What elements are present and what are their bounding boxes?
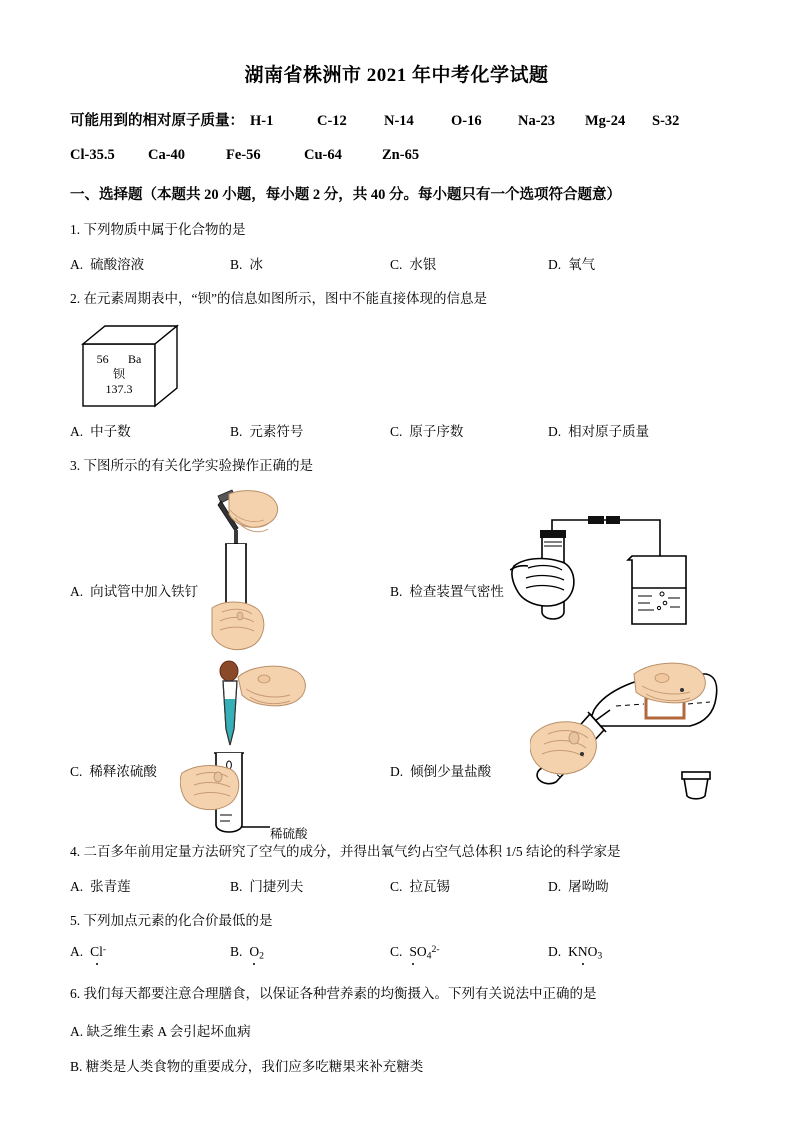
option-text: 拉瓦锡 [409, 879, 450, 894]
formula-tail: O [587, 944, 598, 960]
option-mark: C. [390, 944, 403, 960]
element-chinese-name: 钡 [112, 367, 125, 381]
atomic-mass-na: Na-23 [518, 113, 556, 129]
formula-subscript: 2 [259, 950, 264, 962]
element-atomic-number: 56 [96, 352, 109, 366]
question-1-number: 1. [70, 222, 81, 237]
option-text: 向试管中加入铁钉 [90, 583, 199, 599]
formula-dotted-element: O [249, 944, 260, 960]
formula-subscript: 4 [426, 950, 432, 962]
option-mark: C. [390, 879, 403, 894]
section-heading: 一、选择题（本题共 20 小题，每小题 2 分，共 40 分。每小题只有一个选项符合题意） [70, 187, 621, 203]
atomic-mass-mg: Mg-24 [585, 113, 626, 129]
question-5-text: 下列加点元素的化合价最低的是 [83, 913, 273, 928]
question-6-stem [70, 984, 723, 1004]
rubber-stopper-icon [540, 530, 566, 538]
option-mark: C. [390, 423, 403, 439]
option-text: 缺乏维生素 A 会引起坏血病 [86, 1023, 251, 1039]
question-2-option-a[interactable] [70, 420, 131, 440]
atomic-mass-n: N-14 [384, 113, 414, 129]
figure-check-airtightness [510, 508, 692, 633]
question-3-text: 下图所示的有关化学实验操作正确的是 [83, 457, 313, 473]
question-4-option-a[interactable] [70, 875, 131, 895]
element-box-face [83, 344, 155, 406]
option-mark: D. [548, 257, 562, 273]
question-2-number: 2. [70, 291, 81, 307]
beaker-icon [628, 556, 686, 624]
question-6-options [70, 1020, 723, 1075]
option-mark: A. [70, 879, 84, 894]
option-text: 元素符号 [249, 423, 304, 439]
hand-gripping-tube-icon [212, 602, 264, 650]
option-mark: A. [70, 1023, 84, 1039]
bottle-stopper-icon [682, 772, 710, 799]
option-text: 门捷列夫 [249, 879, 304, 894]
question-5-number: 5. [70, 913, 81, 928]
hand-with-tweezers-icon [218, 490, 278, 532]
atomic-mass-ca: Ca-40 [148, 147, 186, 163]
option-text: 倾倒少量盐酸 [410, 763, 492, 779]
question-3-option-d[interactable] [390, 760, 491, 780]
option-mark: D. [548, 944, 562, 960]
question-5-stem [70, 911, 723, 931]
question-6-option-a[interactable] [70, 1020, 723, 1040]
atomic-mass-h: H-1 [250, 113, 274, 129]
question-5-option-b[interactable] [230, 944, 264, 961]
option-text: 张青莲 [90, 879, 131, 894]
formula-dotted-element: Cl [90, 944, 103, 960]
question-5-option-a[interactable] [70, 944, 106, 960]
hand-gripping-tube-icon [530, 722, 596, 774]
dropper-bulb-icon [220, 661, 238, 681]
option-mark: A. [70, 944, 84, 960]
option-text: 中子数 [90, 423, 131, 439]
question-6-number: 6. [70, 986, 81, 1002]
formula-subscript: 3 [597, 950, 603, 962]
atomic-mass-s: S-32 [652, 113, 680, 129]
atomic-mass-label: 可能用到的相对原子质量： [70, 113, 244, 129]
question-4-option-c[interactable] [390, 875, 450, 895]
hand-holding-bottle-icon [634, 663, 705, 703]
option-mark: D. [548, 879, 562, 894]
question-1-stem [70, 220, 723, 240]
element-relative-atomic-mass: 137.3 [105, 382, 133, 396]
option-text: 硫酸溶液 [90, 257, 145, 273]
question-3-option-c[interactable] [70, 760, 157, 780]
question-3-option-a[interactable] [70, 580, 198, 600]
option-text: 相对原子质量 [568, 423, 650, 439]
atomic-mass-zn: Zn-65 [382, 147, 420, 163]
question-2-stem [70, 289, 723, 309]
question-1-option-c[interactable] [390, 253, 436, 273]
option-mark: B. [230, 423, 243, 439]
question-1-option-a[interactable] [70, 253, 144, 273]
barium-element-cube [81, 324, 189, 408]
option-mark: A. [70, 257, 84, 273]
question-3-stem [70, 456, 723, 476]
figure-pour-small-amount-of-hydrochloric-acid [530, 660, 730, 825]
formula-lead: K [568, 944, 578, 960]
formula-charge: - [102, 944, 107, 956]
hand-gripping-tube-icon [510, 558, 574, 605]
option-text: 冰 [249, 257, 263, 273]
question-1-option-d[interactable] [548, 253, 595, 273]
formula-dotted-element: N [577, 944, 588, 960]
atomic-mass-cu: Cu-64 [304, 147, 342, 163]
option-mark: B. [390, 583, 403, 599]
figure-add-iron-nail-to-test-tube [188, 488, 308, 653]
question-3-figures [70, 480, 723, 840]
element-box-figure [70, 324, 723, 410]
question-2-text: 在元素周期表中，“钡”的信息如图所示，图中不能直接体现的信息是 [83, 291, 487, 307]
formula-charge: 2- [431, 944, 440, 956]
question-4-options [70, 875, 723, 895]
option-mark: A. [70, 423, 84, 439]
option-mark: B. [230, 257, 243, 273]
question-4-text: 二百多年前用定量方法研究了空气的成分，并得出氧气约占空气总体积 1/5 结论的科学家是 [83, 843, 621, 859]
atomic-mass-line-1 [70, 109, 723, 130]
question-4-stem [70, 842, 723, 862]
option-mark: D. [390, 763, 404, 779]
atomic-mass-c: C-12 [317, 113, 347, 129]
atomic-mass-line-2 [70, 147, 723, 164]
option-mark: D. [548, 423, 562, 439]
question-2-option-b[interactable] [230, 420, 303, 440]
question-6-option-b[interactable] [70, 1055, 723, 1075]
question-1-option-b[interactable] [230, 253, 263, 273]
question-3-option-b[interactable] [390, 580, 504, 600]
atomic-mass-cl: Cl-35.5 [70, 147, 115, 163]
option-mark: B. [230, 879, 243, 894]
question-2-option-d[interactable] [548, 420, 649, 440]
question-4-option-d[interactable] [548, 875, 609, 895]
element-box-top-row [83, 352, 155, 367]
option-text: 稀释浓硫酸 [89, 763, 157, 779]
hand-holding-dropper-icon [238, 666, 305, 706]
option-text: 屠呦呦 [568, 879, 609, 894]
question-3-number: 3. [70, 457, 81, 473]
question-4-option-b[interactable] [230, 875, 303, 895]
question-2-options [70, 420, 723, 440]
option-text: 水银 [409, 257, 437, 273]
question-1-options [70, 253, 723, 273]
question-5-option-c[interactable] [390, 944, 440, 962]
page-title: 湖南省株洲市 2021 年中考化学试题 [244, 65, 549, 86]
atomic-mass-o: O-16 [451, 113, 482, 129]
option-mark: B. [230, 944, 243, 960]
atomic-mass-fe: Fe-56 [226, 147, 261, 163]
option-text: 糖类是人类食物的重要成分，我们应多吃糖果来补充糖类 [85, 1058, 424, 1074]
formula-dotted-element: S [409, 944, 417, 960]
option-mark: C. [70, 763, 83, 779]
option-text: 原子序数 [409, 423, 464, 439]
figure-dilute-concentrated-sulfuric-acid [180, 655, 320, 835]
question-1-text: 下列物质中属于化合物的是 [83, 222, 246, 237]
hand-gripping-tube-icon [180, 765, 239, 809]
element-symbol: Ba [127, 352, 142, 366]
option-text: 检查装置气密性 [409, 583, 504, 599]
dropper-pipette-icon [223, 681, 237, 745]
question-5-option-d[interactable] [548, 944, 602, 961]
formula-tail: O [416, 944, 427, 960]
question-5-options [70, 944, 723, 964]
option-mark: A. [70, 583, 84, 599]
question-4-number: 4. [70, 843, 81, 859]
question-2-option-c[interactable] [390, 420, 463, 440]
figure-c-annotation: 稀硫酸 [270, 826, 308, 841]
option-mark: B. [70, 1058, 83, 1074]
option-text: 氧气 [568, 257, 596, 273]
option-mark: C. [390, 257, 403, 273]
question-6-text: 我们每天都要注意合理膳食，以保证各种营养素的均衡摄入。下列有关说法中正确的是 [83, 986, 597, 1002]
